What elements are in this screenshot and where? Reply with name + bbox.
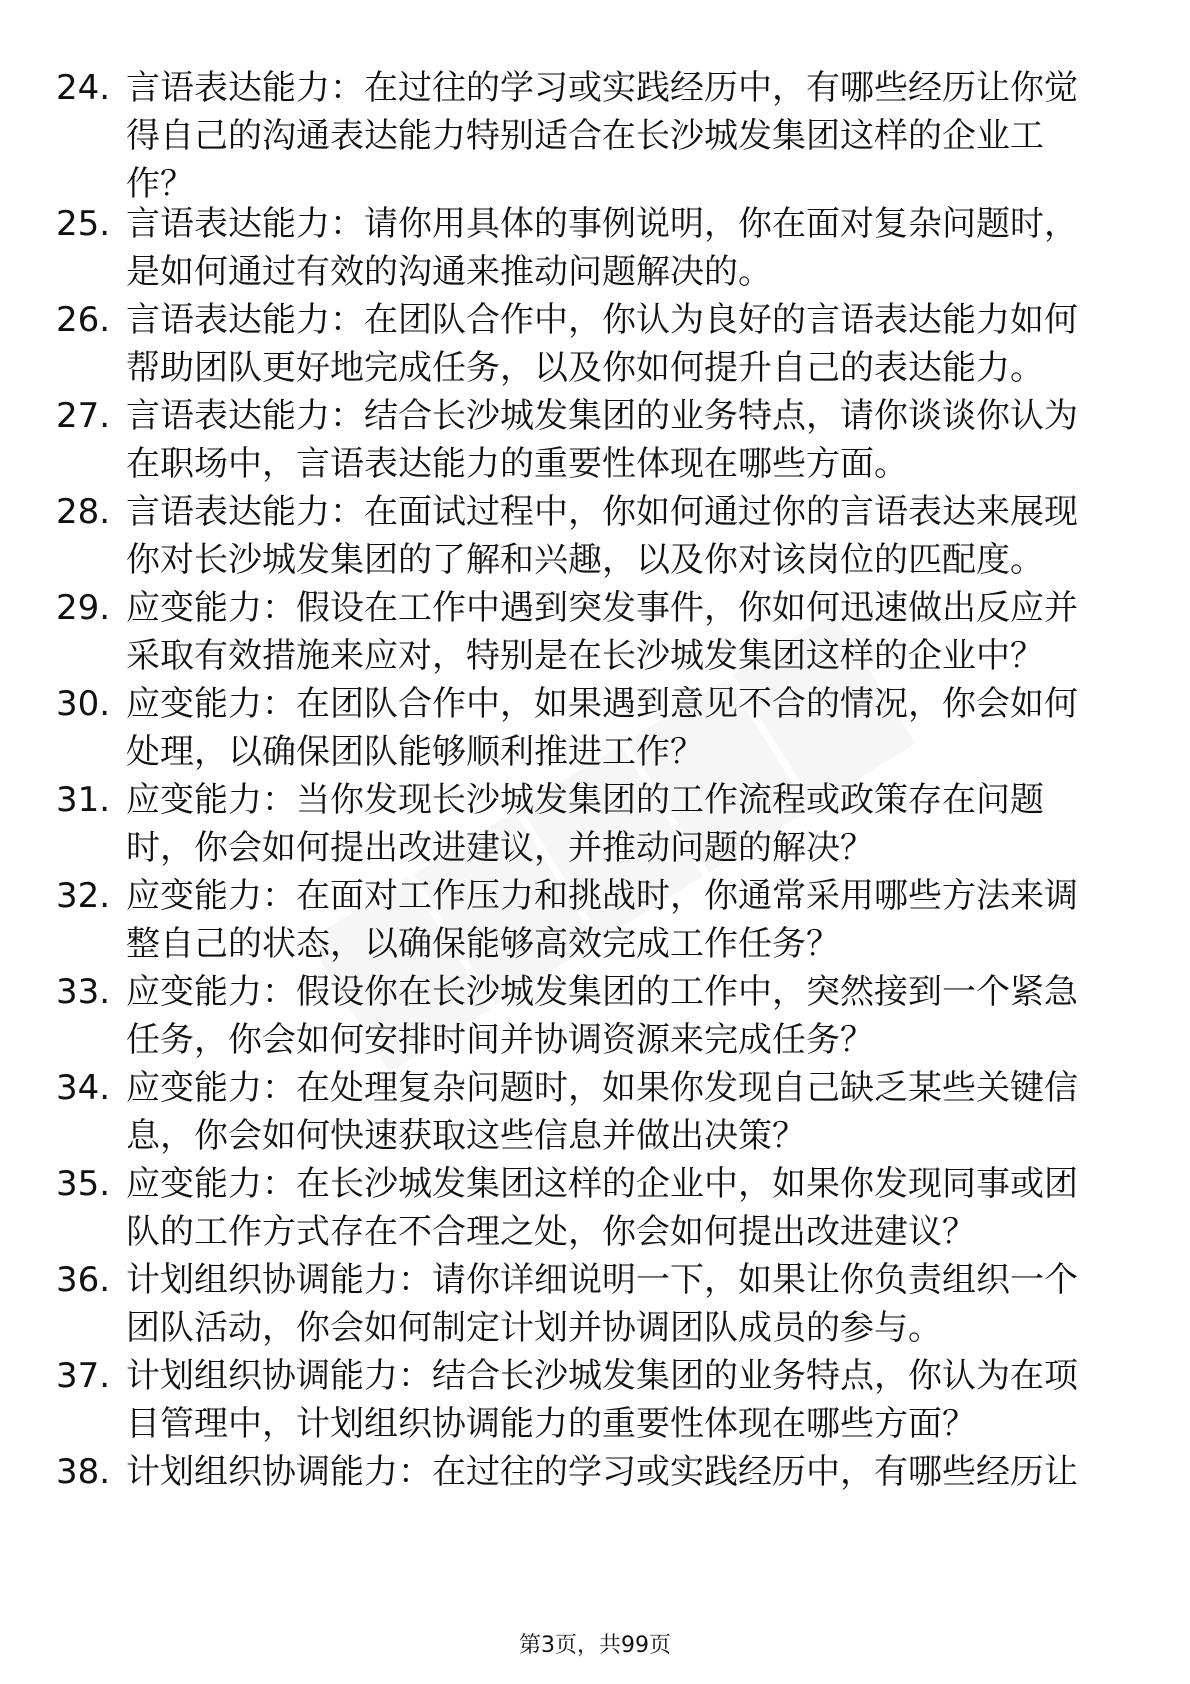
question-text-line: 应变能力：在处理复杂问题时，如果你发现自己缺乏某些关键信 [126, 1068, 1078, 1108]
question-text-line: 言语表达能力：请你用具体的事例说明，你在面对复杂问题时， [126, 204, 1078, 244]
question-text-line: 整自己的状态，以确保能够高效完成工作任务？ [126, 924, 840, 964]
question-text-line: 得自己的沟通表达能力特别适合在长沙城发集团这样的企业工 [126, 116, 1044, 156]
question-text-line: 作？ [126, 164, 194, 204]
question-number: 33. [56, 972, 111, 1012]
question-number: 32. [56, 876, 111, 916]
question-number: 38. [56, 1452, 111, 1492]
question-text-line: 是如何通过有效的沟通来推动问题解决的。 [126, 252, 772, 292]
question-text-line: 言语表达能力：在团队合作中，你认为良好的言语表达能力如何 [126, 300, 1078, 340]
question-number: 24. [56, 68, 111, 108]
question-number: 31. [56, 780, 111, 820]
question-text-line: 计划组织协调能力：请你详细说明一下，如果让你负责组织一个 [126, 1260, 1078, 1300]
question-text-line: 应变能力：在长沙城发集团这样的企业中，如果你发现同事或团 [126, 1164, 1078, 1204]
question-text-line: 言语表达能力：在面试过程中，你如何通过你的言语表达来展现 [126, 492, 1078, 532]
question-text-line: 计划组织协调能力：结合长沙城发集团的业务特点，你认为在项 [126, 1356, 1078, 1396]
question-text-line: 言语表达能力：结合长沙城发集团的业务特点，请你谈谈你认为 [126, 396, 1078, 436]
question-text-line: 在职场中，言语表达能力的重要性体现在哪些方面。 [126, 444, 908, 484]
question-number: 34. [56, 1068, 111, 1108]
question-text-line: 应变能力：在团队合作中，如果遇到意见不合的情况，你会如何 [126, 684, 1078, 724]
question-text-line: 处理，以确保团队能够顺利推进工作？ [126, 732, 704, 772]
question-text-line: 言语表达能力：在过往的学习或实践经历中，有哪些经历让你觉 [126, 68, 1078, 108]
question-text-line: 帮助团队更好地完成任务，以及你如何提升自己的表达能力。 [126, 348, 1044, 388]
question-text-line: 计划组织协调能力：在过往的学习或实践经历中，有哪些经历让 [126, 1452, 1078, 1492]
question-number: 26. [56, 300, 111, 340]
question-text-line: 采取有效措施来应对，特别是在长沙城发集团这样的企业中？ [126, 636, 1044, 676]
question-number: 30. [56, 684, 111, 724]
question-text-line: 应变能力：在面对工作压力和挑战时，你通常采用哪些方法来调 [126, 876, 1078, 916]
question-number: 35. [56, 1164, 111, 1204]
question-number: 36. [56, 1260, 111, 1300]
question-text-line: 时，你会如何提出改进建议，并推动问题的解决？ [126, 828, 874, 868]
question-number: 25. [56, 204, 111, 244]
question-number: 37. [56, 1356, 111, 1396]
question-text-line: 息，你会如何快速获取这些信息并做出决策？ [126, 1116, 806, 1156]
question-text-line: 任务，你会如何安排时间并协调资源来完成任务？ [126, 1020, 874, 1060]
question-number: 27. [56, 396, 111, 436]
question-text-line: 目管理中，计划组织协调能力的重要性体现在哪些方面？ [126, 1404, 976, 1444]
question-text-line: 队的工作方式存在不合理之处，你会如何提出改进建议？ [126, 1212, 976, 1252]
question-number: 29. [56, 588, 111, 628]
question-text-line: 应变能力：假设你在长沙城发集团的工作中，突然接到一个紧急 [126, 972, 1078, 1012]
page-footer: 第3页，共99页 [519, 1633, 671, 1658]
question-text-line: 应变能力：假设在工作中遇到突发事件，你如何迅速做出反应并 [126, 588, 1078, 628]
question-text-line: 团队活动，你会如何制定计划并协调团队成员的参与。 [126, 1308, 942, 1348]
question-text-line: 你对长沙城发集团的了解和兴趣，以及你对该岗位的匹配度。 [126, 540, 1044, 580]
question-text-line: 应变能力：当你发现长沙城发集团的工作流程或政策存在问题 [126, 780, 1044, 820]
question-number: 28. [56, 492, 111, 532]
